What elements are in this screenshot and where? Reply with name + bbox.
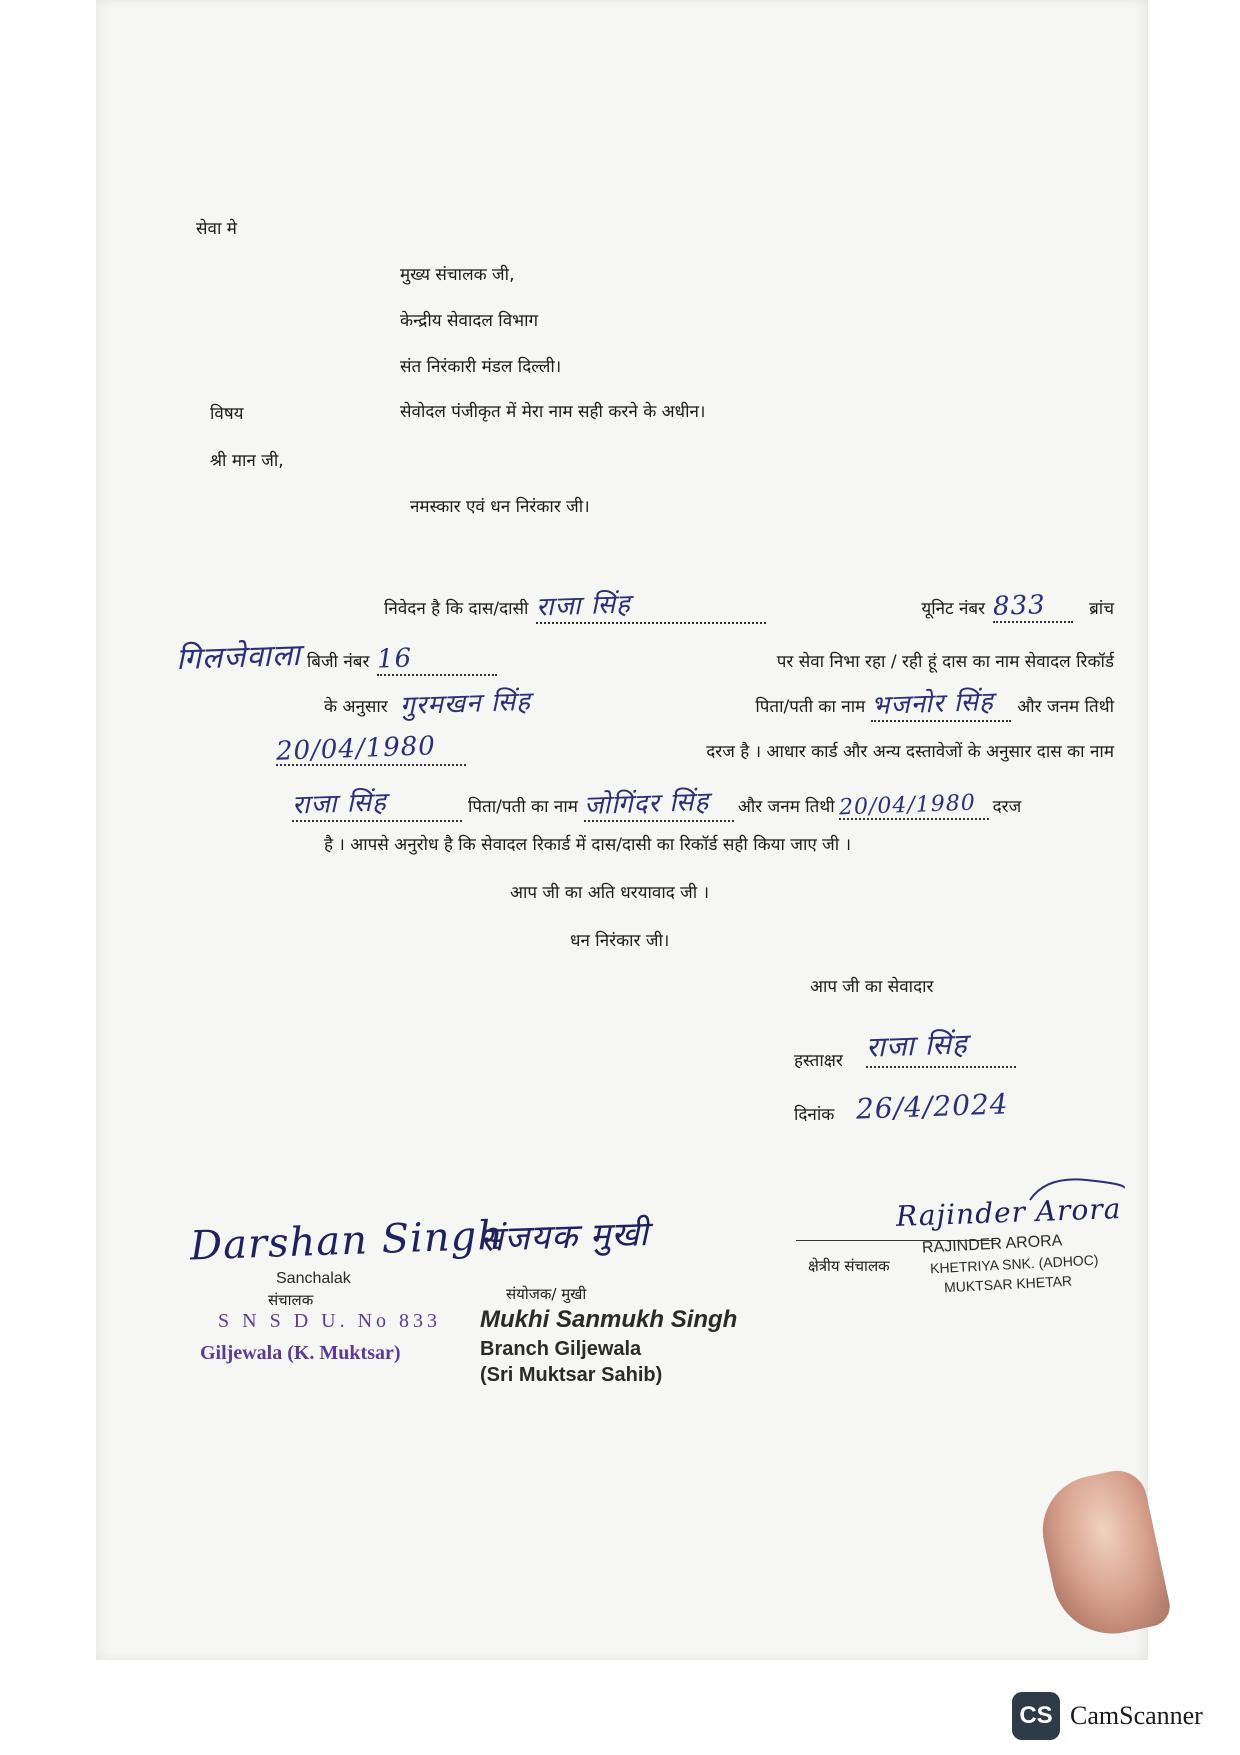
body-line-2 — [176, 635, 1114, 676]
body-text: दरज — [992, 797, 1022, 817]
handwritten-branch: गिलजेवाला — [175, 637, 302, 678]
signature-darshan: Darshan Singh — [189, 1212, 505, 1270]
handwritten-record-father: भजनोर सिंह — [870, 686, 995, 722]
stamp-district: (Sri Muktsar Sahib) — [480, 1364, 663, 1386]
body-line-4 — [275, 731, 1114, 767]
stamp-location: Giljewala (K. Muktsar) — [200, 1342, 401, 1364]
left-signature — [189, 1212, 505, 1270]
body-text: के अनुसार — [324, 697, 388, 717]
stamp-rajinder: RAJINDER ARORA — [921, 1232, 1063, 1257]
body-text: यूनिट नंबर — [921, 599, 986, 619]
number-field — [377, 644, 497, 676]
letter-page — [96, 0, 1148, 1660]
recipient-line-2: केन्द्रीय सेवादल विभाग — [400, 311, 539, 331]
body-text: और जनम तिथी — [737, 797, 835, 817]
unit-field — [993, 591, 1073, 623]
signature-field — [866, 1026, 1016, 1068]
body-line-3 — [324, 684, 1114, 722]
stamp-khetar: MUKTSAR KHETAR — [943, 1272, 1073, 1296]
aadhaar-name-field — [292, 784, 462, 822]
subject-text: सेवोदल पंजीकृत में मेरा नाम सही करने के अधीन। — [400, 402, 706, 422]
sign-off: आप जी का सेवादार — [810, 977, 934, 997]
aadhaar-father-field — [584, 784, 734, 822]
body-line-5 — [292, 784, 1114, 822]
body-line-1 — [384, 586, 1114, 624]
body-text: पर सेवा निभा रहा / रही हूं दास का नाम सेवादल रिकॉर्ड — [776, 652, 1114, 672]
name-field — [536, 586, 766, 624]
handwritten-aadhaar-name: राजा सिंह — [291, 787, 388, 821]
handwritten-record-name: गुरमखन सिंह — [399, 686, 532, 722]
dob-field — [275, 731, 466, 767]
role-kshetriya: क्षेत्रीय संचालक — [808, 1257, 890, 1275]
handwritten-unit: 833 — [992, 590, 1047, 622]
camscanner-watermark — [1012, 1692, 1203, 1740]
handwritten-record-dob: 20/04/1980 — [275, 731, 437, 767]
body-text: बिजी नंबर — [306, 652, 370, 672]
body-text: दरज है । आधार कार्ड और अन्य दस्तावेजों के अनुसार दास का नाम — [706, 742, 1114, 762]
stamp-unit: S N S D U. No 833 — [218, 1310, 442, 1332]
stamp-mukhi-name: Mukhi Sanmukh Singh — [480, 1306, 738, 1333]
body-line-6 — [324, 832, 1114, 855]
aadhaar-dob-field — [838, 790, 989, 821]
camscanner-logo-icon: CS — [1012, 1692, 1060, 1740]
salutation-to: सेवा मे — [196, 219, 237, 239]
body-text: पिता/पती का नाम — [755, 697, 866, 717]
handwritten-date: 26/4/2024 — [855, 1087, 1010, 1126]
body-text: निवेदन है कि दास/दासी — [384, 599, 529, 619]
closing-line: धन निरंकार जी। — [570, 931, 670, 951]
father-field — [871, 684, 1011, 722]
handwritten-number: 16 — [376, 643, 414, 675]
body-text: और जनम तिथी — [1017, 697, 1114, 717]
body-text: है । आपसे अनुरोध है कि सेवादल रिकार्ड में दास/दासी का रिकॉर्ड सही किया जाए जी । — [324, 835, 852, 855]
namaskar-line: नमस्कार एवं धन निरंकार जी। — [410, 497, 590, 517]
stamp-khetriya: KHETRIYA SNK. (ADHOC) — [929, 1251, 1099, 1277]
signature-label: हस्ताक्षर — [794, 1051, 843, 1071]
camscanner-name: CamScanner — [1070, 1701, 1203, 1730]
middle-signature — [480, 1212, 649, 1258]
body-text: ब्रांच — [1089, 599, 1114, 619]
stamp-role-en: Sanchalak — [276, 1270, 351, 1287]
role-sanchalak: संचालक — [268, 1291, 314, 1309]
date-label: दिनांक — [794, 1105, 835, 1125]
role-sanyojak: संयोजक/ मुखी — [506, 1285, 587, 1303]
date-field — [855, 1087, 1010, 1126]
recipient-line-3: संत निरंकारी मंडल दिल्ली। — [400, 357, 562, 377]
handwritten-signature: राजा सिंह — [865, 1027, 969, 1064]
subject-label: विषय — [210, 404, 244, 424]
greeting: श्री मान जी, — [210, 451, 284, 471]
handwritten-name: राजा सिंह — [536, 589, 632, 623]
handwritten-aadhaar-father: जोगिंदर सिंह — [583, 786, 710, 822]
signature-mukhi: संजयक मुखी — [479, 1214, 650, 1260]
signature-rajinder: Rajinder Arora — [895, 1192, 1122, 1233]
recipient-line-1: मुख्य संचालक जी, — [400, 265, 515, 285]
thanks-line: आप जी का अति धरयावाद जी । — [510, 883, 710, 903]
handwritten-aadhaar-dob: 20/04/1980 — [838, 790, 976, 821]
body-text: पिता/पती का नाम — [468, 797, 578, 817]
stamp-branch: Branch Giljewala — [480, 1338, 642, 1360]
right-signature — [895, 1192, 1122, 1233]
